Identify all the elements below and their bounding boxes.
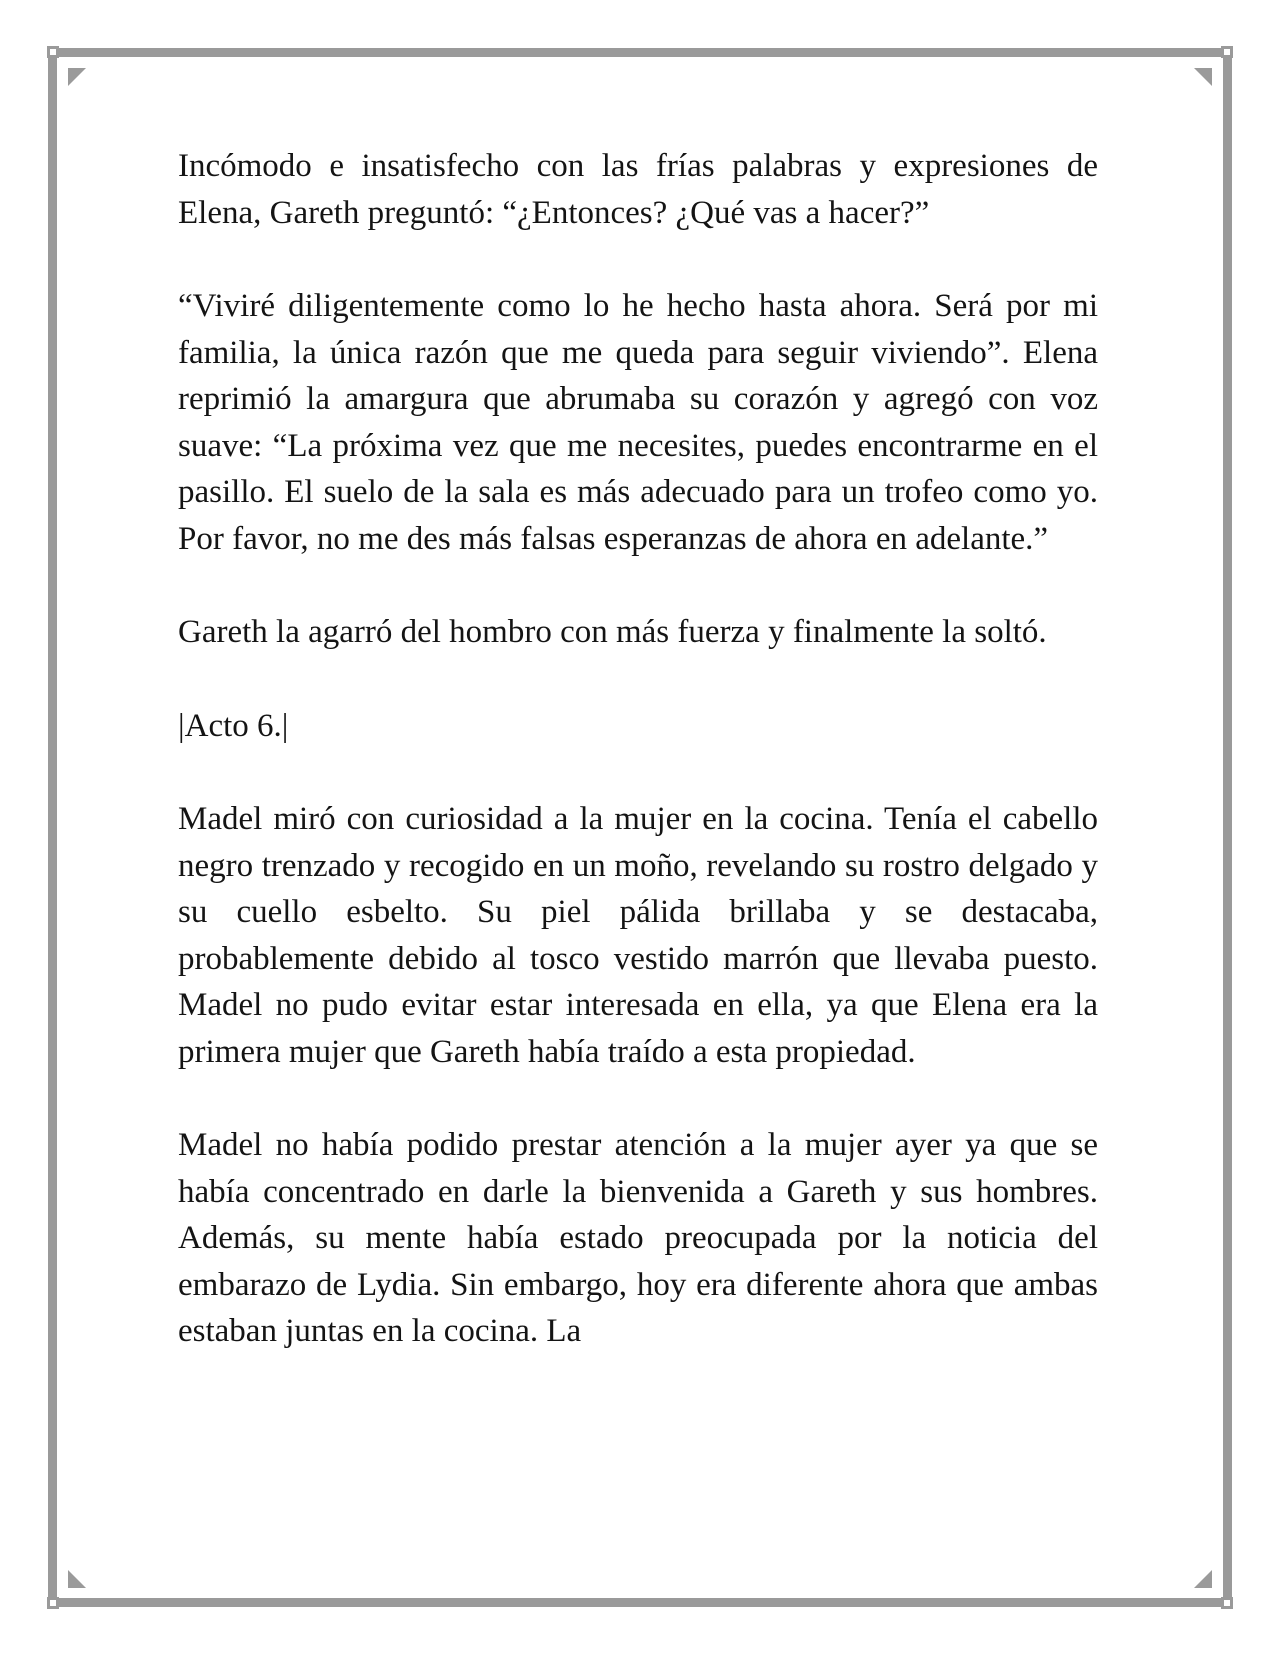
frame-left-border	[48, 50, 57, 1606]
corner-ornament-bottom-right	[1194, 1570, 1212, 1588]
corner-square-top-right	[1221, 46, 1233, 58]
corner-square-bottom-left	[47, 1597, 59, 1609]
paragraph-1: Incómodo e insatisfecho con las frías palabras y expresiones de Elena, Gareth preguntó: “¿Entonces? ¿Qué vas a hacer?”	[178, 148, 1098, 231]
frame-bottom-border	[50, 1598, 1230, 1607]
corner-square-top-left	[47, 46, 59, 58]
paragraph-5: Madel miró con curiosidad a la mujer en la cocina. Tenía el cabello negro trenzado y recogido en un moño, revelando su rostro delgado y su cuello esbelto. Su piel pálida brillaba y se destacaba, probablemente debido al tosco vestido marrón que llevaba puesto. Madel no pudo evitar estar interesada en ella, ya que Elena era la primera mujer que Gareth había traído a esta propiedad.	[178, 801, 1098, 1070]
corner-ornament-bottom-left	[68, 1570, 86, 1588]
corner-ornament-top-right	[1194, 68, 1212, 86]
frame-top-border	[50, 48, 1230, 57]
paragraph-6: Madel no había podido prestar atención a la mujer ayer ya que se había concentrado en darle la bienvenida a Gareth y sus hombres. Además, su mente había estado preocupada por la noticia del embarazo de Lydia. Sin embargo, hoy era diferente ahora que ambas estaban juntas en la cocina. La	[178, 1127, 1098, 1349]
corner-ornament-top-left	[68, 68, 86, 86]
corner-square-bottom-right	[1221, 1597, 1233, 1609]
paragraph-2: “Viviré diligentemente como lo he hecho hasta ahora. Será por mi familia, la única razón que me queda para seguir viviendo”. Elena reprimió la amargura que abrumaba su corazón y agregó con voz suave: “La próxima vez que me necesites, puedes encontrarme en el pasillo. El suelo de la sala es más adecuado para un trofeo como yo. Por favor, no me des más falsas esperanzas de ahora en adelante.”	[178, 288, 1098, 557]
paragraph-3: Gareth la agarró del hombro con más fuerza y finalmente la soltó.	[178, 614, 1047, 650]
act-heading: |Acto 6.|	[178, 707, 289, 744]
page-body-text	[178, 143, 1098, 1355]
frame-right-border	[1223, 50, 1232, 1606]
